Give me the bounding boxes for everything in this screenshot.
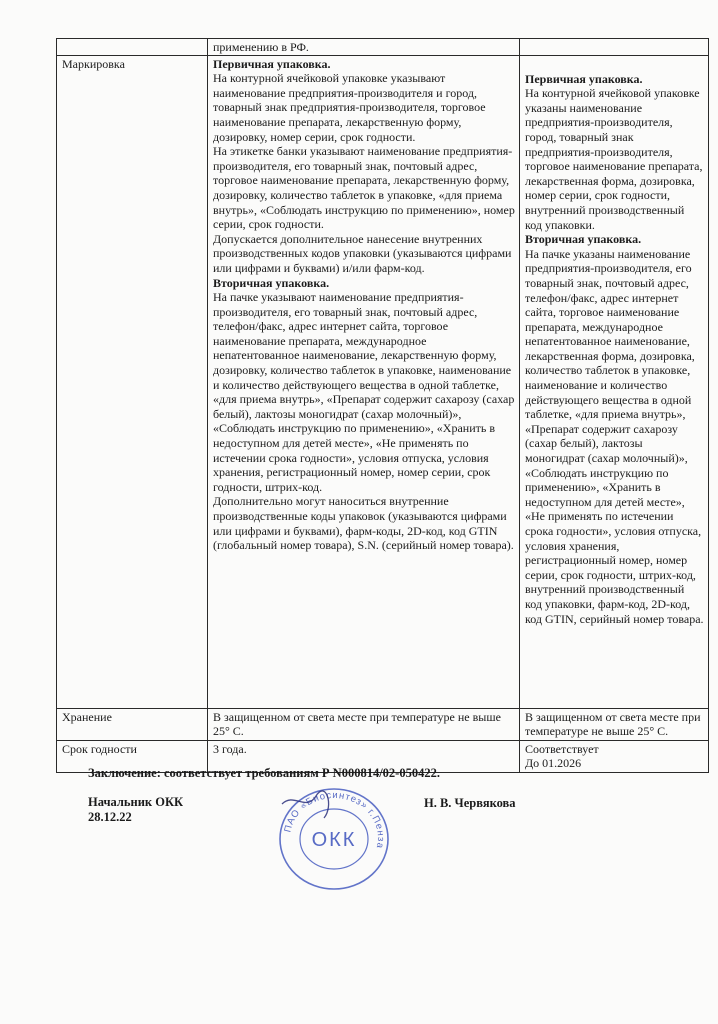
signature-date: 28.12.22 [88,810,132,824]
primary-packaging-text: На контурной ячейковой упаковке указывают наименование предприятия-производителя и город, товарный знак предприятия-производителя, торговое наименование препарата, лекарственную форму, дозировку, номер серии, срок годности. [213,71,486,144]
jar-label-text: На этикетке банки указывают наименование предприятия-производителя, его товарный знак, почтовый адрес, торговое наименование препарата, лекарственную форму, дозировку, количество таблеток в упаковке, «для приема внутрь», «Соблюдать инструкцию по применению», номер серии, срок годности. [213,144,515,232]
storage-spec: В защищенном от света месте при температуре не выше 25° С. [208,708,520,740]
top-row-spec: применению в РФ. [208,39,520,56]
signatory-name: Н. В. Червякова [424,796,516,810]
secondary-packaging-heading: Вторичная упаковка. [213,275,330,290]
secondary-codes-text: Дополнительно могут наноситься внутренние производственные коды упаковок (указываются цифрами или цифрами и буквами), фарм-коды, 2D-код, код GTIN (глобальный номер товара), S.N. (серийный номер товара). [213,494,514,553]
storage-result: В защищенном от света месте при температуре не выше 25° С. [520,708,709,740]
shelf-life-spec: 3 года. [208,740,520,772]
specification-table [56,38,709,773]
table-row [57,39,709,56]
top-row-label [57,39,208,56]
shelf-life-result-date: До 01.2026 [525,756,582,771]
okk-stamp [264,782,404,897]
storage-label: Хранение [57,708,208,740]
marking-result-cell [520,55,709,708]
signatory-block [88,795,183,825]
shelf-life-result [520,740,709,772]
shelf-life-label: Срок годности [57,740,208,772]
stamp-center-text: ОКК [311,829,357,851]
marking-spec-cell [208,55,520,708]
secondary-packaging-text: На пачке указывают наименование предприятия-производителя, его товарный знак, почтовый адрес, телефон/факс, адрес интернет сайта, торговое наименование препарата, международное непатентованное наименование, лекарственную форму, дозировку, количество таблеток в упаковке, наименование и количество действующего вещества в одной таблетке, «для приема внутрь», «Препарат содержит сахарозу (сахар белый), лактозы моногидрат (сахар молочный)», «Соблюдать инструкцию по применению», «Хранить в недоступном для детей месте», «Не применять по истечении срока годности», условия отпуска, условия хранения, регистрационный номер, номер серии, срок годности, штрих-код. [213,290,515,494]
shelf-life-result-status: Соответствует [525,741,599,756]
marking-label: Маркировка [57,55,208,708]
stamp-ring-text: ПАО «Биосинтез» г.Пенза [282,789,387,851]
primary-packaging-heading: Первичная упаковка. [213,56,331,71]
conclusion: Заключение: соответствует требованиям Р N000814/02-050422. [88,766,440,780]
additional-codes-text: Допускается дополнительное нанесение внутренних производственных кодов упаковки (указываются цифрами или цифрами и буквами) и/или фарм-код. [213,231,512,275]
result-primary-text: На контурной ячейковой упаковке указаны наименование предприятия-производителя, город, товарный знак предприятия-производителя, торговое наименование препарата, лекарственная форма, дозировка, номер серии, срок годности, внутренний производственный код упаковки. [525,86,703,232]
table-row [57,708,709,740]
table-row [57,55,709,708]
result-primary-heading: Первичная упаковка. [525,71,643,86]
signatory-title: Начальник ОКК [88,795,184,809]
result-secondary-text: На пачке указаны наименование предприятия-производителя, его товарный знак, почтовый адрес, телефон/факс, адрес интернет сайта, торговое наименование препарата, международное непатентованное наименование, лекарственная форма, дозировка, количество таблеток в упаковке, наименование и количество действующего вещества в одной таблетке, «для приема внутрь», «Препарат содержит сахарозу (сахар белый), лактозы моногидрат (сахар молочный)», «Соблюдать инструкцию по применению», «Хранить в недоступном для детей месте», «Не применять по истечении срока годности», условия отпуска, условия хранения, регистрационный номер, номер серии, срок годности, штрих-код, внутренний производственный код упаковки, фарм-код, 2D-код, код GTIN, серийный номер товара. [525,246,704,626]
top-row-result [520,39,709,56]
result-secondary-heading: Вторичная упаковка. [525,232,642,247]
